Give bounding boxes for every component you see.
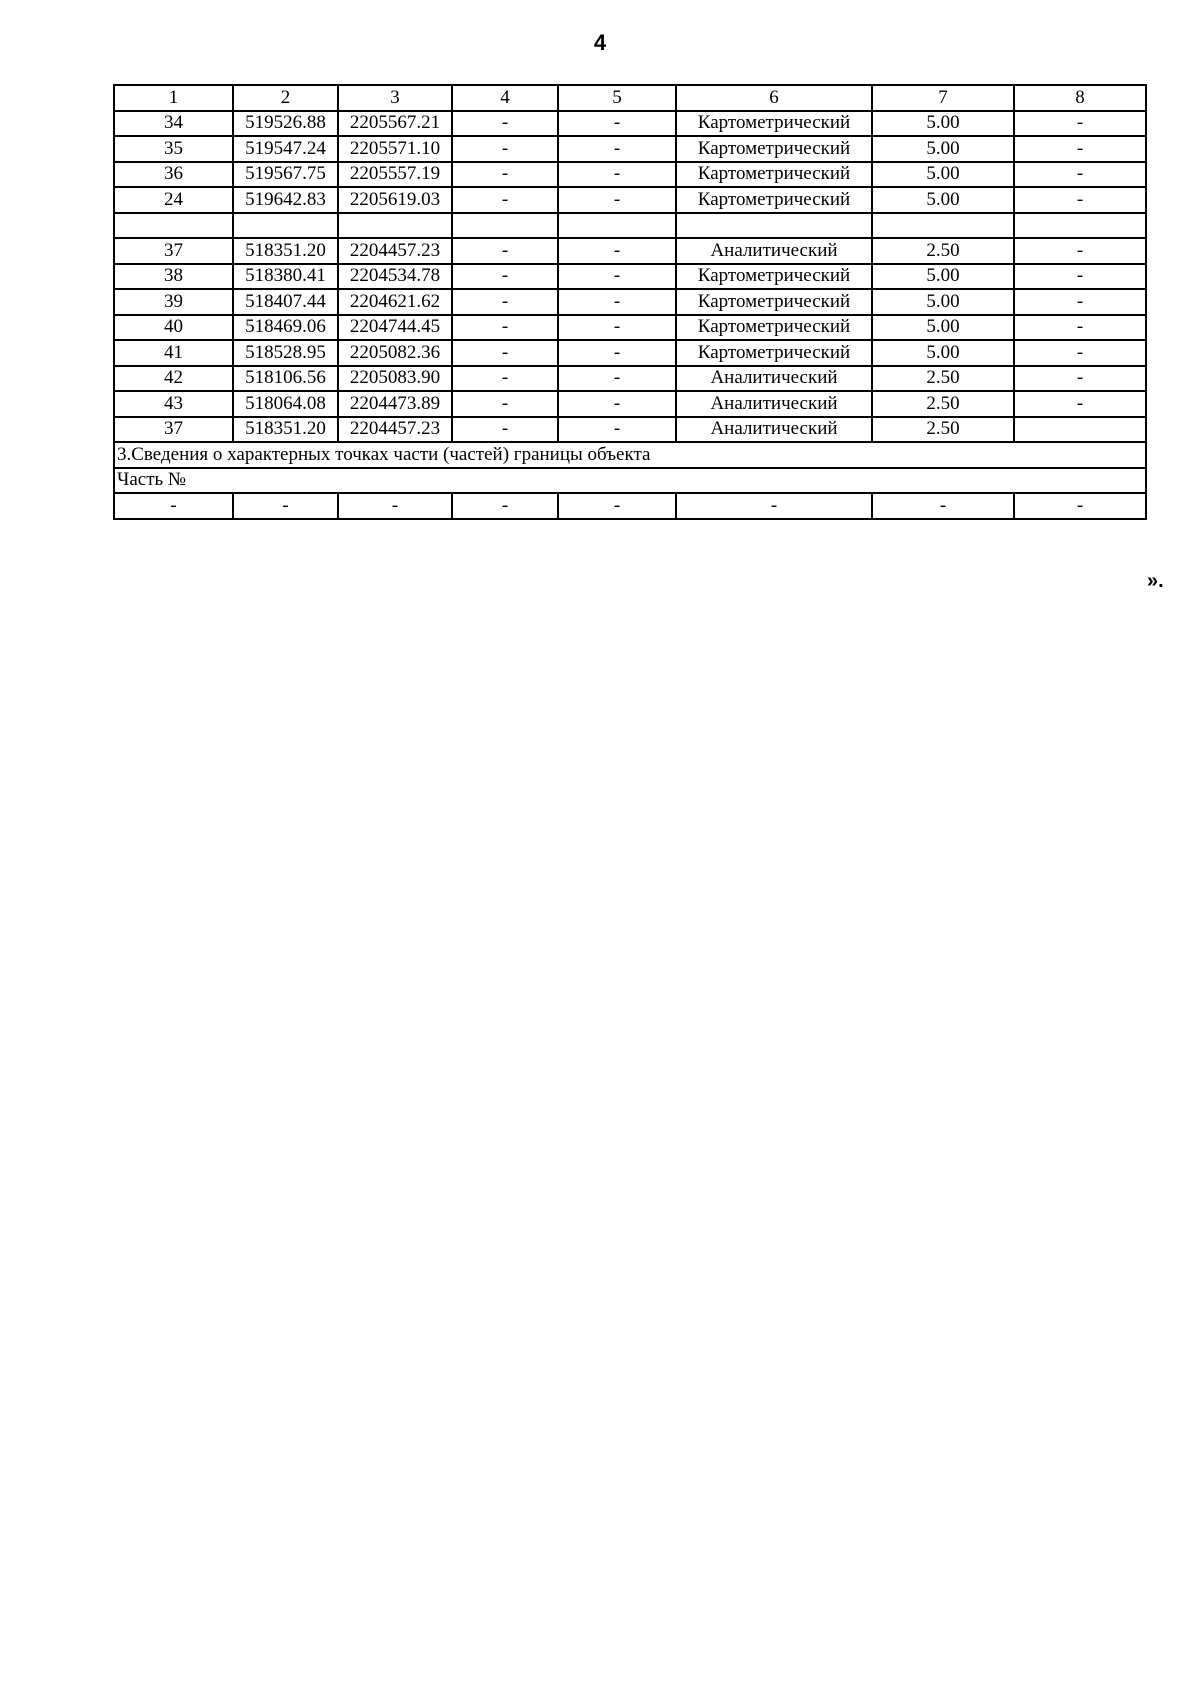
table-row [114,264,1146,290]
coord-y: 2205567.21 [338,111,452,137]
coord-x: 518064.08 [233,391,338,417]
header-cell: 4 [452,85,558,111]
method-cell: Картометрический [676,136,872,162]
cell-col8 [1014,417,1146,443]
accuracy-cell: 5.00 [872,264,1014,290]
point-number: 34 [114,111,233,137]
cell-col8: - [1014,315,1146,341]
point-number: 36 [114,162,233,188]
cell-col4: - [452,366,558,392]
point-number: 37 [114,238,233,264]
coord-x: 519526.88 [233,111,338,137]
method-cell: Картометрический [676,111,872,137]
method-cell: Картометрический [676,264,872,290]
cell-col5: - [558,136,676,162]
accuracy-cell: 5.00 [872,340,1014,366]
accuracy-cell: 2.50 [872,238,1014,264]
table-row [114,136,1146,162]
empty-cell [452,213,558,239]
coord-x: 518351.20 [233,417,338,443]
accuracy-cell: 5.00 [872,315,1014,341]
accuracy-cell: 5.00 [872,187,1014,213]
empty-separator-row [114,213,1146,239]
coord-y: 2205082.36 [338,340,452,366]
coord-y: 2205557.19 [338,162,452,188]
part-cell: - [558,493,676,519]
cell-col8: - [1014,162,1146,188]
section-title: 3.Сведения о характерных точках части (частей) границы объекта [114,442,1146,468]
cell-col8: - [1014,289,1146,315]
table-row [114,289,1146,315]
table-row [114,391,1146,417]
table-row [114,238,1146,264]
part-cell: - [872,493,1014,519]
section-title-row [114,442,1146,468]
coord-x: 518380.41 [233,264,338,290]
header-cell: 6 [676,85,872,111]
method-cell: Картометрический [676,187,872,213]
coordinates-table [113,84,1147,520]
cell-col4: - [452,417,558,443]
table-row [114,162,1146,188]
method-cell: Аналитический [676,366,872,392]
cell-col5: - [558,264,676,290]
coord-x: 518106.56 [233,366,338,392]
point-number: 41 [114,340,233,366]
cell-col8: - [1014,264,1146,290]
coord-y: 2204457.23 [338,417,452,443]
part-cell: - [233,493,338,519]
cell-col5: - [558,315,676,341]
point-number: 38 [114,264,233,290]
cell-col4: - [452,340,558,366]
table-row [114,340,1146,366]
cell-col5: - [558,391,676,417]
table-row [114,187,1146,213]
part-cell: - [338,493,452,519]
coord-x: 519547.24 [233,136,338,162]
table-row [114,315,1146,341]
page-number: 4 [593,30,607,55]
coord-x: 518351.20 [233,238,338,264]
table-row [114,366,1146,392]
header-cell: 5 [558,85,676,111]
accuracy-cell: 2.50 [872,366,1014,392]
point-number: 24 [114,187,233,213]
coord-y: 2205619.03 [338,187,452,213]
cell-col8: - [1014,391,1146,417]
header-cell: 8 [1014,85,1146,111]
cell-col4: - [452,264,558,290]
cell-col4: - [452,111,558,137]
coord-x: 518528.95 [233,340,338,366]
cell-col8: - [1014,340,1146,366]
coord-y: 2205571.10 [338,136,452,162]
header-row [114,85,1146,111]
method-cell: Картометрический [676,162,872,188]
cell-col8: - [1014,136,1146,162]
empty-cell [1014,213,1146,239]
coord-y: 2205083.90 [338,366,452,392]
table-row [114,111,1146,137]
empty-cell [676,213,872,239]
cell-col8: - [1014,366,1146,392]
cell-col5: - [558,340,676,366]
coord-x: 518469.06 [233,315,338,341]
point-number: 43 [114,391,233,417]
part-row [114,493,1146,519]
coord-y: 2204744.45 [338,315,452,341]
accuracy-cell: 5.00 [872,111,1014,137]
closing-quote-mark: ». [1147,570,1164,592]
header-cell: 2 [233,85,338,111]
cell-col5: - [558,111,676,137]
part-cell: - [114,493,233,519]
coord-x: 519567.75 [233,162,338,188]
cell-col8: - [1014,187,1146,213]
method-cell: Картометрический [676,340,872,366]
accuracy-cell: 2.50 [872,417,1014,443]
cell-col8: - [1014,238,1146,264]
coord-y: 2204457.23 [338,238,452,264]
part-cell: - [676,493,872,519]
part-label: Часть № [114,468,1146,494]
table-row [114,417,1146,443]
method-cell: Аналитический [676,391,872,417]
header-cell: 1 [114,85,233,111]
cell-col4: - [452,391,558,417]
cell-col4: - [452,187,558,213]
point-number: 35 [114,136,233,162]
method-cell: Картометрический [676,315,872,341]
method-cell: Аналитический [676,417,872,443]
empty-cell [114,213,233,239]
cell-col4: - [452,162,558,188]
method-cell: Картометрический [676,289,872,315]
cell-col4: - [452,315,558,341]
point-number: 37 [114,417,233,443]
method-cell: Аналитический [676,238,872,264]
coord-y: 2204473.89 [338,391,452,417]
point-number: 39 [114,289,233,315]
empty-cell [233,213,338,239]
empty-cell [338,213,452,239]
header-cell: 3 [338,85,452,111]
cell-col4: - [452,136,558,162]
cell-col5: - [558,289,676,315]
accuracy-cell: 2.50 [872,391,1014,417]
cell-col4: - [452,238,558,264]
coord-x: 518407.44 [233,289,338,315]
coord-y: 2204621.62 [338,289,452,315]
coord-y: 2204534.78 [338,264,452,290]
coord-x: 519642.83 [233,187,338,213]
cell-col5: - [558,162,676,188]
cell-col4: - [452,289,558,315]
cell-col5: - [558,366,676,392]
part-cell: - [1014,493,1146,519]
cell-col5: - [558,187,676,213]
point-number: 40 [114,315,233,341]
cell-col5: - [558,417,676,443]
point-number: 42 [114,366,233,392]
accuracy-cell: 5.00 [872,289,1014,315]
empty-cell [872,213,1014,239]
part-label-row [114,468,1146,494]
cell-col5: - [558,238,676,264]
accuracy-cell: 5.00 [872,162,1014,188]
part-cell: - [452,493,558,519]
accuracy-cell: 5.00 [872,136,1014,162]
cell-col8: - [1014,111,1146,137]
header-cell: 7 [872,85,1014,111]
empty-cell [558,213,676,239]
